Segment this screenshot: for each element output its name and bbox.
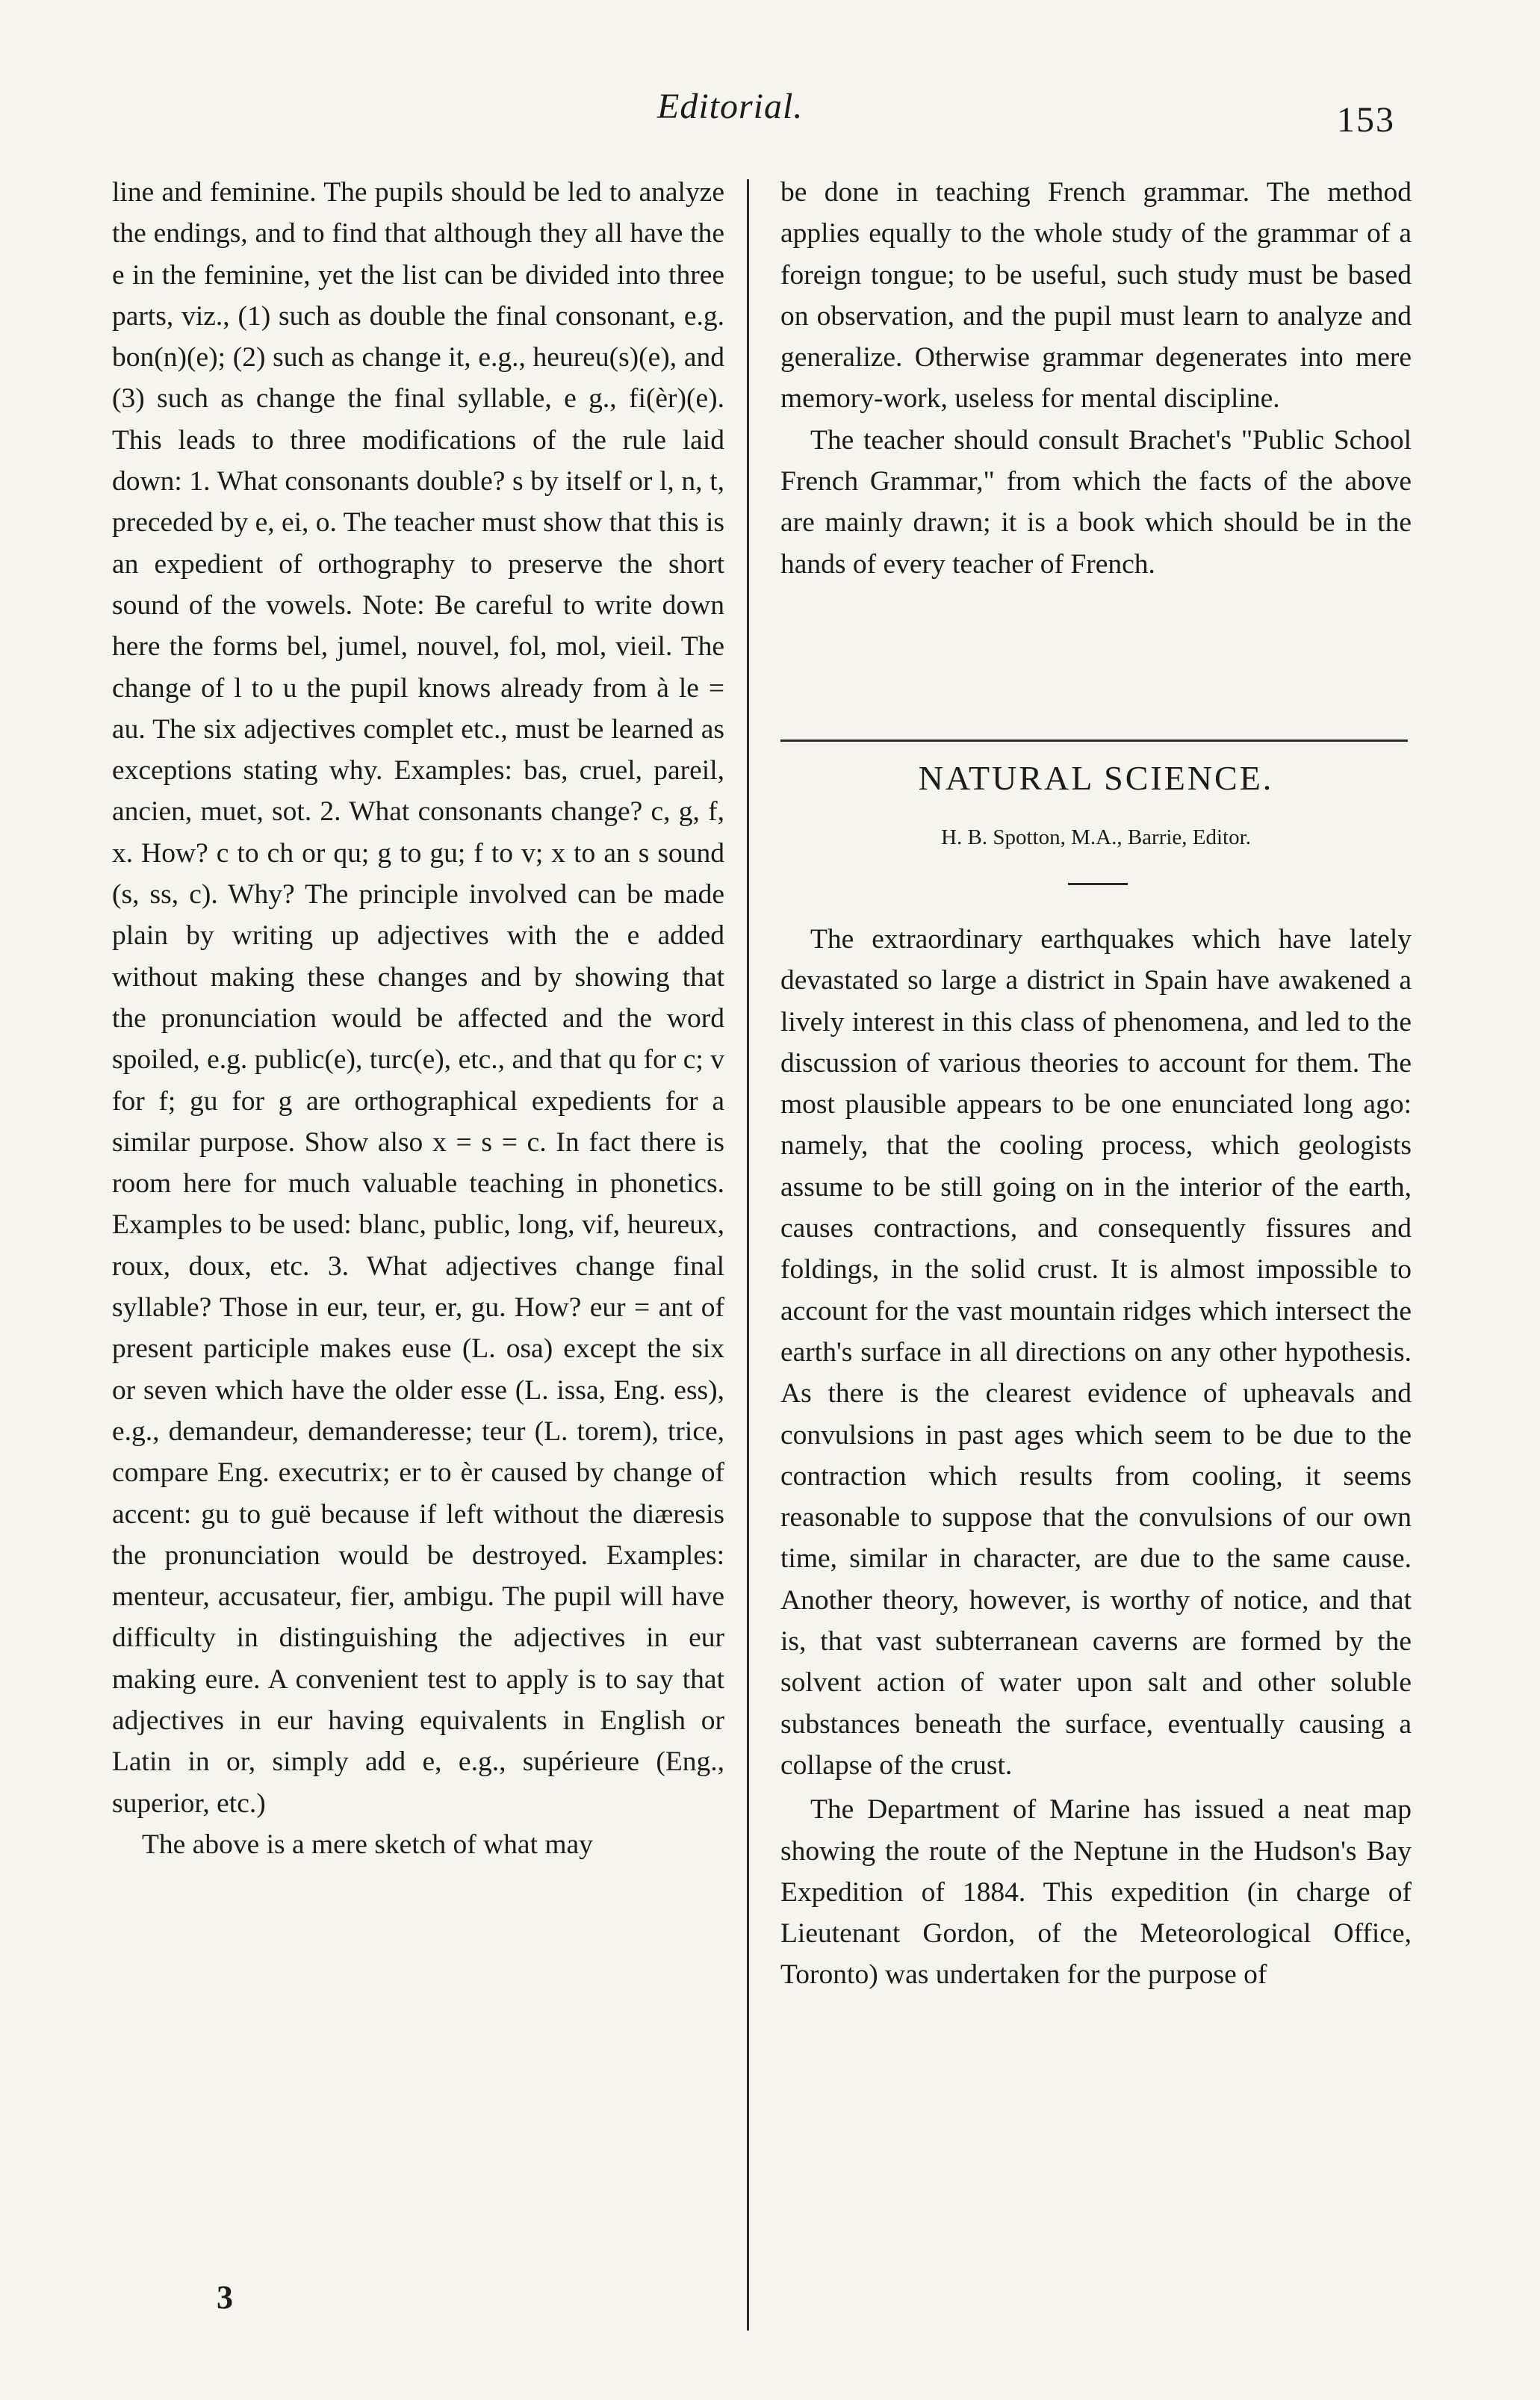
science-paragraph-1: The extraordinary earthquakes which have lately devastated so large a district in Spain have awakened a lively interest in this class of phenomena, and led to the discussion of various theories to account for them. The most plausible appears to be one enunciated long ago: namely, that the cooling process, which geologists assume to be still going on in the interior of the earth, causes contractions, and consequently fissures and foldings, in the solid crust. It is almost impossible to account for the vast mountain ridges which intersect the earth's surface in all directions on any other hypothesis. As there is the clearest evidence of upheavals and convulsions in past ages which seem to be due to the contraction which results from cooling, it seems reasonable to suppose that the convulsions of our own time, similar in character, are due to the same cause. Another theory, however, is worthy of notice, and that is, that vast subterranean caverns are formed by the solvent action of water upon salt and other soluble substances beneath the surface, eventually causing a collapse of the crust. xyxy=(780,924,1412,1781)
right-paragraph-1: be done in teaching French grammar. The method applies equally to the whole study of the grammar of a foreign tongue; to be useful, such study must be based on observation, and the pupil must learn to analyze and generalize. Otherwise grammar degenerates into mere memory-work, useless for mental discipline. xyxy=(780,177,1412,415)
section-editor-credit: H. B. Spotton, M.A., Barrie, Editor. xyxy=(941,825,1251,849)
signature-mark: 3 xyxy=(217,2279,233,2316)
natural-science-body xyxy=(780,919,1412,1996)
section-rule xyxy=(780,739,1408,742)
right-paragraph-2: The teacher should consult Brachet's "Public School French Grammar," from which the facts of the above are mainly drawn; it is a book which should be in the hands of every teacher of French. xyxy=(780,424,1412,580)
column-divider xyxy=(747,179,749,2331)
section-heading: NATURAL SCIENCE. xyxy=(918,759,1274,797)
running-title: Editorial. xyxy=(657,87,804,126)
page-number: 153 xyxy=(1337,100,1395,140)
running-head xyxy=(0,86,1540,146)
left-paragraph-1: line and feminine. The pupils should be led to analyze the endings, and to find that although they all have the e in the feminine, yet the list can be divided into three parts, viz., (1) such as double the final consonant, e.g. bon(n)(e); (2) such as change it, e.g., heureu(s)(e), and (3) such as change the final syllable, e g., fi(èr)(e). This leads to three modifications of the rule laid down: 1. What consonants double? s by itself or l, n, t, preceded by e, ei, o. The teacher must show that this is an expedient of orthography to preserve the short sound of the vowels. Note: Be careful to write down here the forms bel, jumel, nouvel, fol, mol, vieil. The change of l to u the pupil knows already from à le = au. The six adjectives complet etc., must be learned as exceptions stating why. Examples: bas, cruel, pareil, ancien, muet, sot. 2. What consonants change? c, g, f, x. How? c to ch or qu; g to gu; f to v; x to an s sound (s, ss, c). Why? The principle involved can be made plain by writing up adjectives with the e added without making these changes and by showing that the pronunciation would be affected and the word spoiled, e.g. public(e), turc(e), etc., and that qu for c; v for f; gu for g are orthographical expedients for a similar purpose. Show also x = s = c. In fact there is room here for much valuable teaching in phonetics. Examples to be used: blanc, public, long, vif, heureux, roux, doux, etc. 3. What adjectives change final syllable? Those in eur, teur, er, gu. How? eur = ant of present participle makes euse (L. osa) except the six or seven which have the older esse (L. issa, Eng. ess), e.g., demandeur, demanderesse; teur (L. torem), trice, compare Eng. executrix; er to èr caused by change of accent: gu to guë because if left without the diæresis the pronunciation would be destroyed. Examples: menteur, accusateur, fier, ambigu. The pupil will have difficulty in distinguishing the adjectives in eur making eure. A convenient test to apply is to say that adjectives in eur having equivalents in English or Latin in or, simply add e, e.g., supérieure (Eng., superior, etc.) xyxy=(112,177,724,1819)
short-rule xyxy=(1068,883,1128,885)
left-paragraph-2: The above is a mere sketch of what may xyxy=(142,1829,593,1860)
science-paragraph-2: The Department of Marine has issued a neat map showing the route of the Neptune in the Hudson's Bay Expedition of 1884. This expedition (in charge of Lieutenant Gordon, of the Meteorological Office, Toronto) was undertaken for the purpose of xyxy=(780,1794,1412,1991)
right-column xyxy=(780,172,1412,585)
left-column xyxy=(112,172,724,1865)
